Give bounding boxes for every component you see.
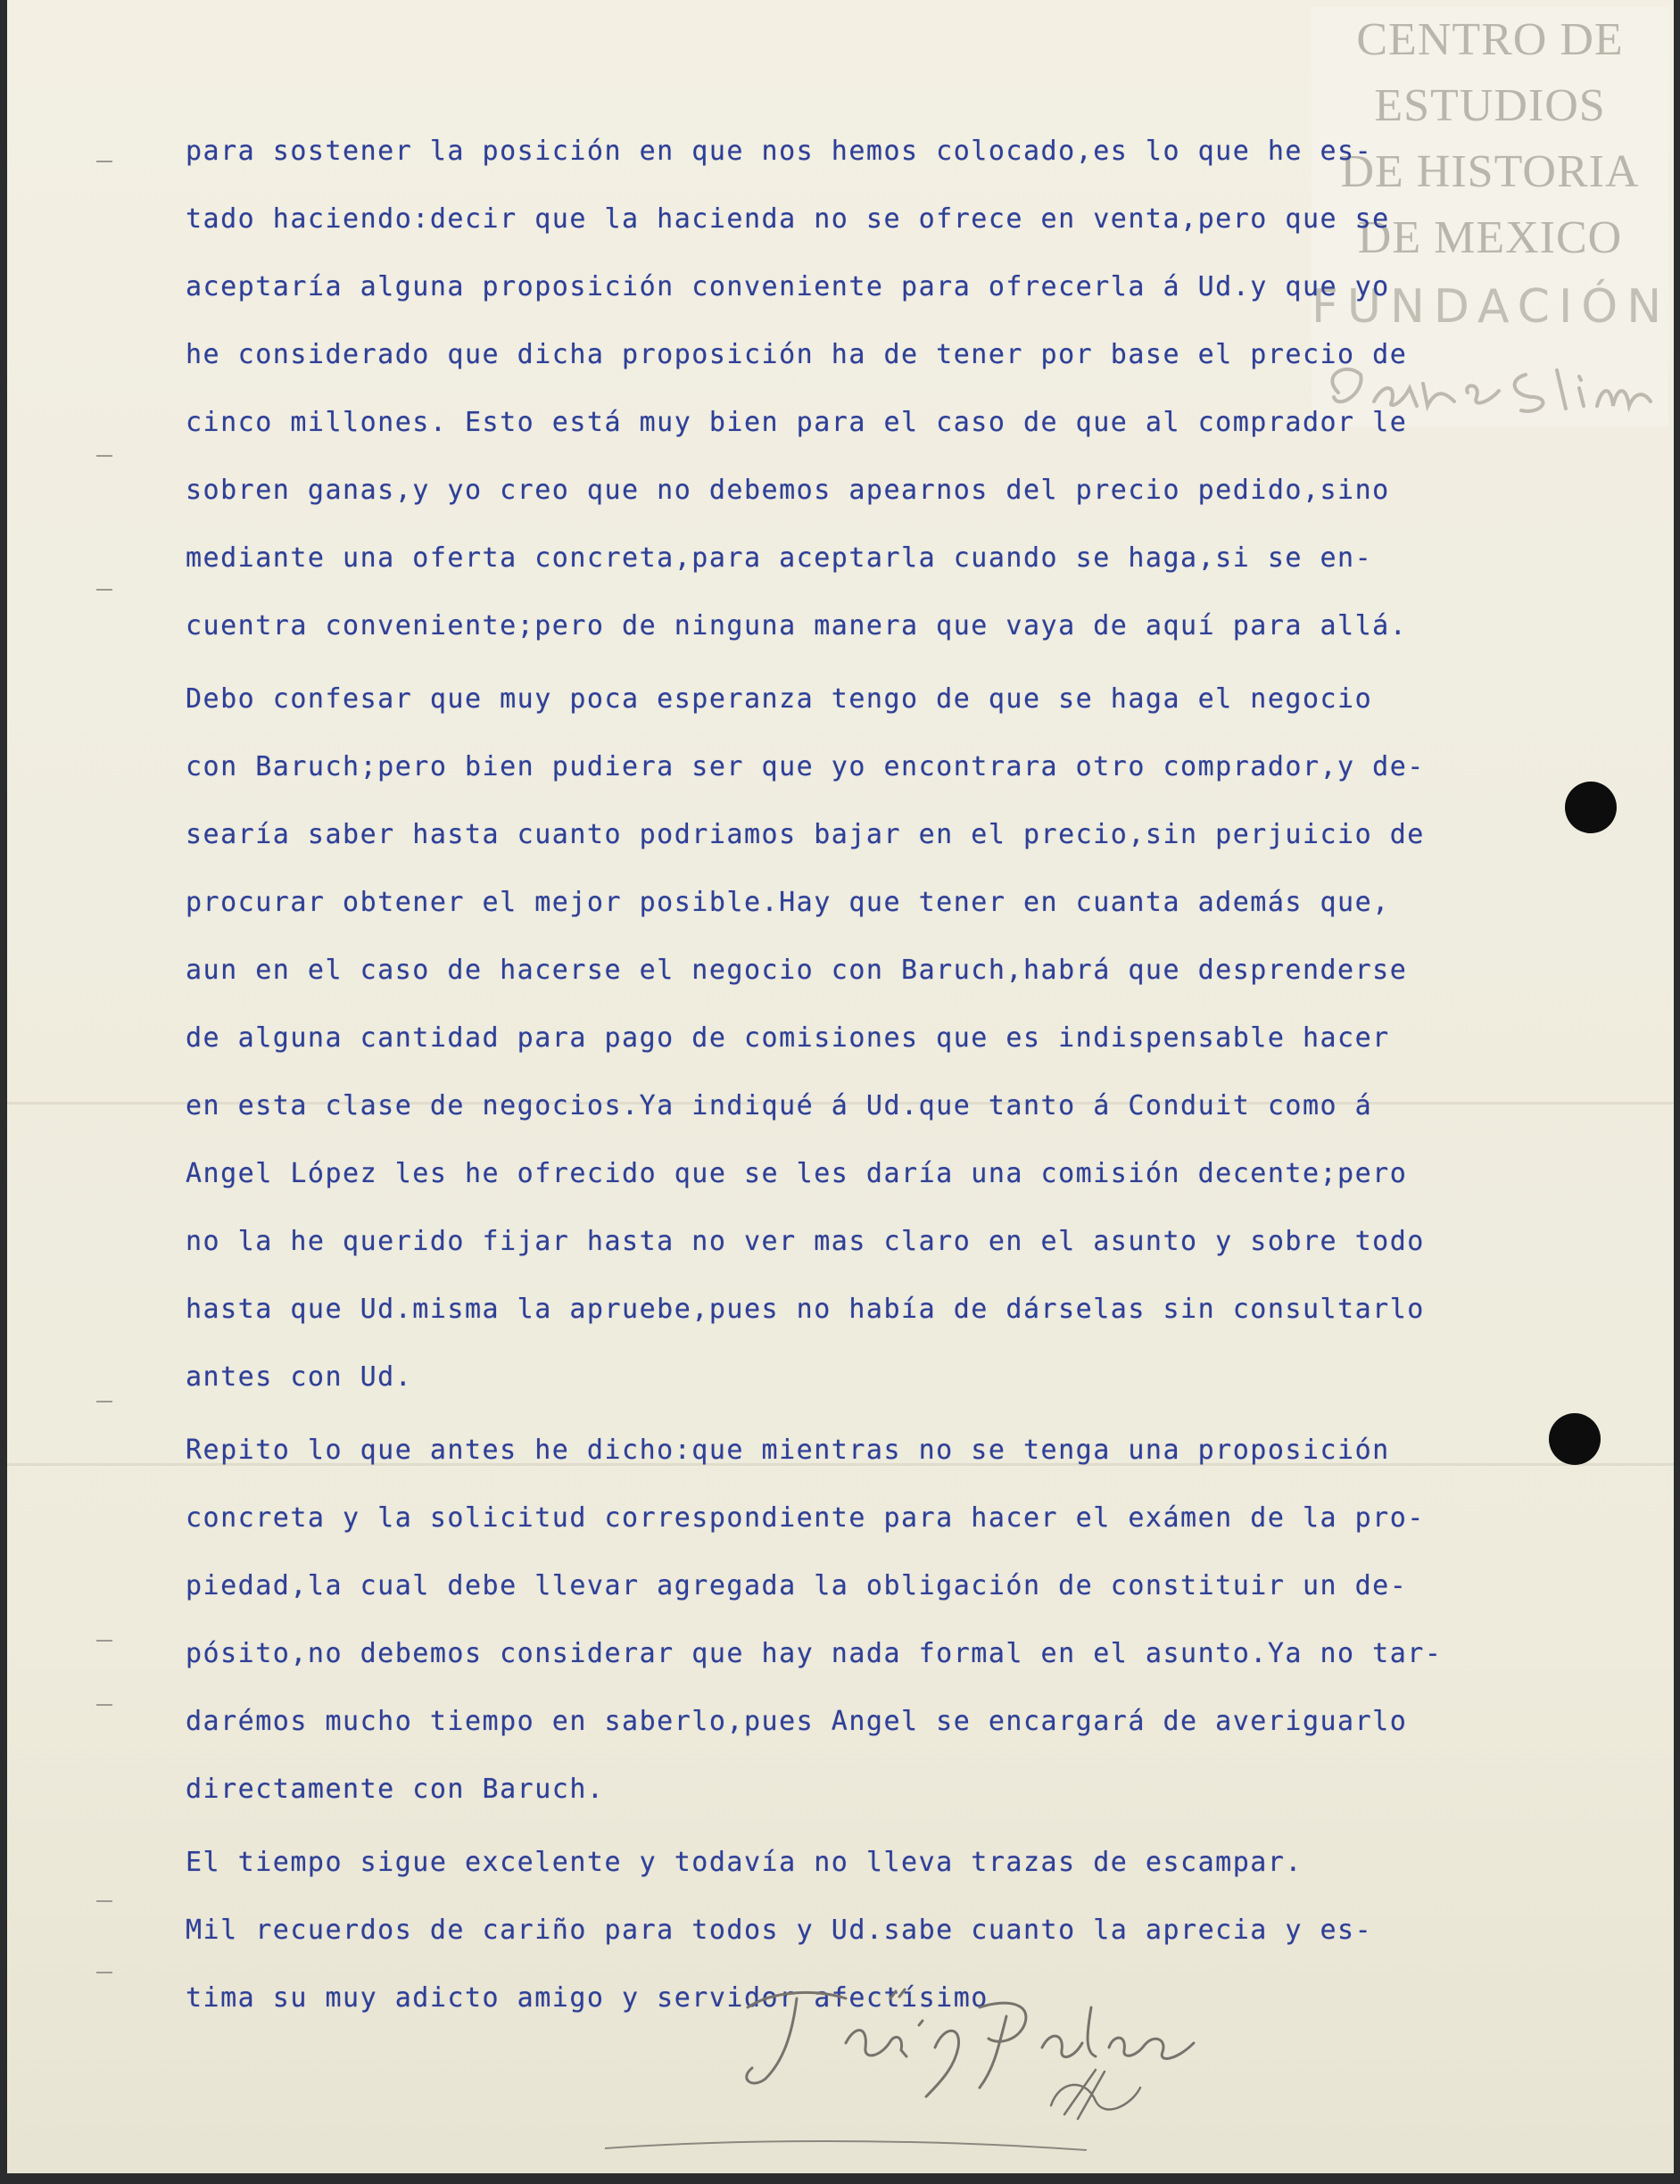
margin-tick xyxy=(96,1972,112,1973)
margin-tick xyxy=(96,455,112,457)
text-line: en esta clase de negocios.Ya indiqué á Ud.que tanto á Conduit como á xyxy=(186,1090,1373,1121)
text-line: sobren ganas,y yo creo que no debemos apearnos del precio pedido,sino xyxy=(186,475,1390,506)
text-line: hasta que Ud.misma la apruebe,pues no había de dárselas sin consultarlo xyxy=(186,1294,1425,1325)
text-line: Angel López les he ofrecido que se les daría una comisión decente;pero xyxy=(186,1158,1408,1189)
margin-tick xyxy=(96,161,112,162)
text-line: mediante una oferta concreta,para aceptarla cuando se haga,si se en- xyxy=(186,542,1373,574)
watermark-line: ESTUDIOS xyxy=(1374,80,1606,131)
text-line: searía saber hasta cuanto podriamos bajar en el precio,sin perjuicio de xyxy=(186,819,1425,850)
punch-hole xyxy=(1549,1413,1601,1465)
text-line: no la he querido fijar hasta no ver mas claro en el asunto y sobre todo xyxy=(186,1226,1425,1257)
text-line: cuentra conveniente;pero de ninguna manera que vaya de aquí para allá. xyxy=(186,610,1408,641)
text-line: tima su muy adicto amigo y servidor afectísimo xyxy=(186,1982,989,2014)
text-line: Debo confesar que muy poca esperanza tengo de que se haga el negocio xyxy=(186,683,1373,715)
text-line: concreta y la solicitud correspondiente para hacer el exámen de la pro- xyxy=(186,1502,1425,1534)
letter-page xyxy=(7,0,1674,2173)
margin-tick xyxy=(96,1640,112,1642)
handwritten-signature xyxy=(712,1972,1212,2123)
text-line: antes con Ud. xyxy=(186,1361,413,1393)
signature-underline xyxy=(596,2132,1096,2159)
text-line: aceptaría alguna proposición conveniente para ofrecerla á Ud.y que yo xyxy=(186,271,1390,302)
text-line: directamente con Baruch. xyxy=(186,1774,605,1805)
letter-body xyxy=(186,118,1631,2032)
margin-tick xyxy=(96,589,112,591)
text-line: tado haciendo:decir que la hacienda no se ofrece en venta,pero que se xyxy=(186,203,1390,235)
text-line: El tiempo sigue excelente y todavía no lleva trazas de escampar. xyxy=(186,1847,1303,1878)
margin-tick xyxy=(96,1900,112,1902)
text-line: con Baruch;pero bien pudiera ser que yo encontrara otro comprador,y de- xyxy=(186,751,1425,782)
punch-hole xyxy=(1565,782,1617,833)
watermark-foundation: FUNDACIÓN xyxy=(1312,280,1671,334)
watermark-line: DE MEXICO xyxy=(1357,212,1623,263)
text-line: de alguna cantidad para pago de comisiones que es indispensable hacer xyxy=(186,1022,1390,1054)
text-line: he considerado que dicha proposición ha de tener por base el precio de xyxy=(186,339,1408,370)
text-line: para sostener la posición en que nos hemos colocado,es lo que he es- xyxy=(186,136,1373,167)
text-line: darémos mucho tiempo en saberlo,pues Angel se encargará de averiguarlo xyxy=(186,1706,1408,1737)
text-line: piedad,la cual debe llevar agregada la obligación de constituir un de- xyxy=(186,1570,1408,1601)
margin-tick xyxy=(96,1401,112,1402)
text-line: cinco millones. Esto está muy bien para el caso de que al comprador le xyxy=(186,407,1408,438)
text-line: procurar obtener el mejor posible.Hay que tener en cuanta además que, xyxy=(186,887,1390,918)
watermark-line: DE HISTORIA xyxy=(1340,146,1640,197)
text-line: Repito lo que antes he dicho:que mientras no se tenga una proposición xyxy=(186,1435,1390,1466)
text-line: aun en el caso de hacerse el negocio con Baruch,habrá que desprenderse xyxy=(186,955,1408,986)
margin-tick xyxy=(96,1704,112,1706)
text-line: pósito,no debemos considerar que hay nada formal en el asunto.Ya no tar- xyxy=(186,1638,1443,1669)
watermark-line: CENTRO DE xyxy=(1356,14,1624,65)
text-line: Mil recuerdos de cariño para todos y Ud.sabe cuanto la aprecia y es- xyxy=(186,1915,1373,1946)
